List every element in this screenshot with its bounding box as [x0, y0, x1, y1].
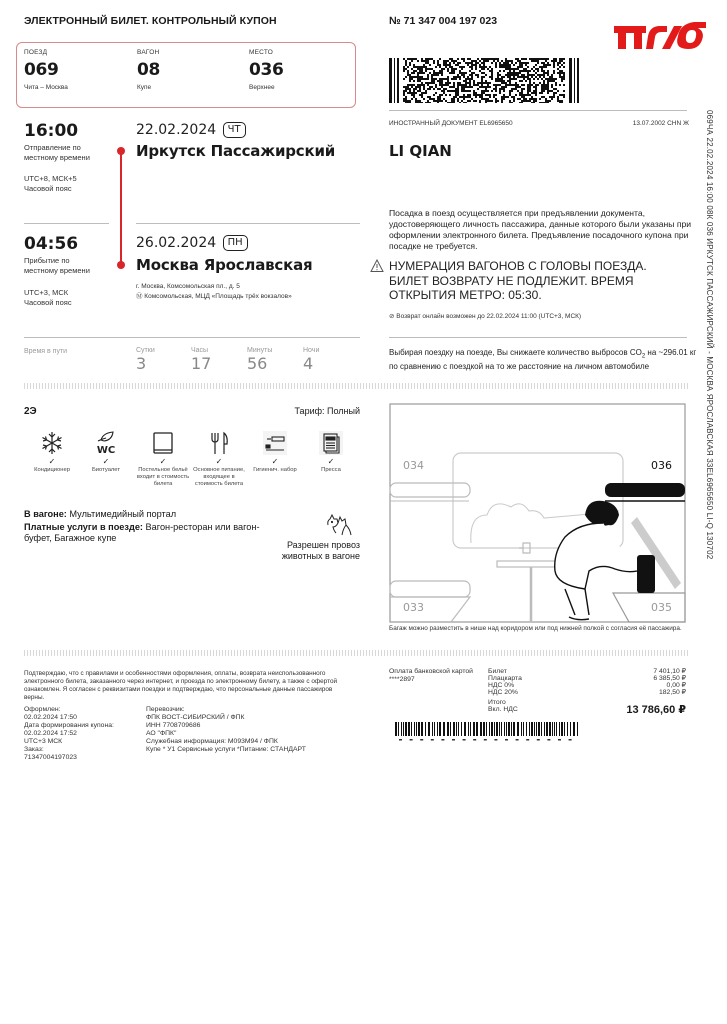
paid-services-line — [24, 522, 264, 544]
seat-label-035: 035 — [651, 601, 672, 614]
in-car-value: Мультимедийный портал — [66, 509, 177, 519]
vertical-ticket-code: 069ЧА 22.02.2024 16:00 08К 036 ИРКУТСК ПАССАЖИРСКИЙ - МОСКВА ЯРОСЛАВСКАЯ 33EL6965650 LI-Q 130702 — [705, 110, 714, 560]
car-block — [137, 49, 160, 91]
amenity-bed-linen — [135, 430, 191, 488]
seat-type: Верхнее — [249, 84, 275, 91]
route-line — [120, 151, 122, 265]
departure-time-label: Отправление по местному времени — [24, 143, 90, 162]
coupon-date: 02.02.2024 17:52 — [24, 730, 77, 737]
departure-station: Иркутск Пассажирский — [136, 142, 336, 160]
departure-dot — [117, 147, 125, 155]
arrival-dot — [117, 261, 125, 269]
in-car-services — [24, 509, 264, 544]
pets-allowed: Разрешен провоз животных в вагоне — [281, 540, 360, 561]
warning-text: НУМЕРАЦИЯ ВАГОНОВ С ГОЛОВЫ ПОЕЗДА. БИЛЕТ ВОЗВРАТУ НЕ ПОДЛЕЖИТ. ВРЕМЯ ОТКРЫТИЯ МЕТРО: 05:30. — [389, 259, 647, 302]
duration-nights — [303, 347, 319, 373]
ticket-number: № 71 347 004 197 023 — [389, 15, 498, 27]
perforation-divider — [24, 650, 688, 656]
payment-card: ****2897 — [389, 676, 415, 683]
amenity-label: Основное питание, входящее в стоимость билета — [193, 467, 245, 487]
berth-036-highlighted — [605, 483, 685, 497]
carrier-label: Перевозчик: — [146, 706, 185, 713]
bed-linen-icon — [150, 430, 176, 456]
luggage-caption: Багаж можно разместить в нише над коридором или под нижней полкой с согласия её пассажира. — [389, 625, 682, 632]
pets-icon — [324, 511, 354, 537]
document-title: ЭЛЕКТРОННЫЙ БИЛЕТ. КОНТРОЛЬНЫЙ КУПОН — [24, 15, 277, 27]
issued-label: Оформлен: — [24, 706, 61, 713]
duration-hours-label: Часы — [191, 347, 209, 354]
amenity-label: Кондиционер — [34, 467, 70, 473]
seat-block — [249, 49, 284, 91]
rzd-logo-icon — [612, 16, 708, 52]
total-price: 13 786,60 ₽ — [626, 704, 686, 716]
compartment-illustration — [389, 403, 686, 623]
check-icon: ✓ — [48, 457, 56, 466]
check-icon: ✓ — [215, 457, 223, 466]
refund-deadline: ⊘ Возврат онлайн возможен до 22.02.2024 11:00 (UTC+3, МСК) — [389, 313, 582, 320]
car-type: Купе — [137, 84, 152, 91]
linear-barcode — [395, 722, 580, 742]
price-label-ticket: Билет — [488, 668, 507, 675]
seat-label: МЕСТО — [249, 49, 273, 56]
co2-text-post: на ~296.01 кг по сравнению с поездкой на то же расстояние на личном автомобиле — [389, 348, 697, 372]
departure-date: 22.02.2024 — [136, 122, 217, 138]
price-ticket: 7 401,10 ₽ — [653, 668, 686, 675]
train-label: ПОЕЗД — [24, 49, 48, 56]
divider — [389, 337, 687, 338]
passenger-doc-line — [389, 120, 689, 127]
duration-hours — [191, 347, 211, 373]
seat-label-034: 034 — [403, 459, 424, 472]
arrival-metro: Ⓜ Комсомольская, МЦД «Площадь трёх вокзалов» — [136, 293, 292, 300]
co2-notice — [389, 348, 699, 373]
price-vat0: 0,00 ₽ — [666, 682, 686, 689]
price-vat20: 182,50 ₽ — [658, 689, 686, 696]
amenity-label: Постельное бельё входит в стоимость билета — [136, 467, 190, 487]
amenity-label: Биотуалет — [92, 467, 120, 473]
arrival-time-label: Прибытие по местному времени — [24, 256, 90, 275]
duration-nights-label: Ночи — [303, 347, 320, 354]
price-reserved: 6 385,50 ₽ — [653, 675, 686, 682]
divider — [24, 337, 360, 338]
issued-date: 02.02.2024 17:50 — [24, 714, 77, 721]
duration-label: Время в пути — [24, 348, 68, 355]
divider — [24, 223, 109, 224]
amenity-label: Гигиенич. набор — [253, 467, 297, 473]
eco-wc-icon — [93, 430, 119, 456]
divider — [389, 110, 687, 111]
check-icon: ✓ — [271, 457, 279, 466]
carrier-inn: ИНН 7708709686 — [146, 722, 201, 729]
divider — [136, 223, 360, 224]
service-class: 2Э — [24, 406, 37, 417]
duration-days-value: 3 — [136, 354, 147, 373]
duration-minutes — [247, 347, 272, 373]
suitcase — [637, 555, 655, 593]
snowflake-icon — [39, 430, 65, 456]
car-label: ВАГОН — [137, 49, 160, 56]
amenity-air-conditioning — [24, 430, 80, 474]
check-icon: ✓ — [159, 457, 167, 466]
duration-hours-value: 17 — [191, 354, 212, 373]
amenity-bio-toilet — [78, 430, 134, 474]
train-number: 069 — [24, 60, 59, 80]
arrival-station: Москва Ярославская — [136, 256, 313, 274]
paid-services-label: Платные услуги в поезде: — [24, 522, 143, 532]
warning-icon — [370, 259, 384, 273]
passenger-name: LI QIAN — [389, 142, 452, 160]
seat-label-036: 036 — [651, 459, 672, 472]
arrival-tz: UTC+3, МСК — [24, 288, 69, 297]
matrix-barcode — [389, 58, 589, 103]
cutlery-icon — [206, 430, 232, 456]
price-label-vat0: НДС 0% — [488, 682, 515, 689]
order-meta — [24, 706, 114, 762]
car-number: 08 — [137, 60, 161, 80]
arrival-dow: ПН — [223, 235, 248, 251]
train-route: Чита – Москва — [24, 84, 68, 91]
payment-values — [580, 668, 686, 696]
legal-confirmation: Подтверждаю, что с правилами и особенностями оформления, оплаты, возврата неиспользованного электронного билета, заказанного через интернет, и проезда по электронному билету, а также с офертой ознакомлен. Я согласен с реквизитами поездки и подтверждаю, что персональные данные пассажиров верны. — [24, 670, 338, 701]
amenity-label: Пресса — [321, 467, 341, 473]
departure-tz-label: Часовой пояс — [24, 184, 72, 193]
amenity-meals — [191, 430, 247, 488]
check-icon: ✓ — [102, 457, 110, 466]
perforation-divider — [24, 383, 688, 389]
newspaper-icon — [318, 430, 344, 456]
duration-nights-value: 4 — [303, 354, 314, 373]
arrival-tz-label: Часовой пояс — [24, 298, 72, 307]
carrier-company: АО "ФПК" — [146, 730, 177, 737]
paid-services-value: Вагон-ресторан или вагон-буфет, Багажное купе — [24, 522, 260, 543]
train-info-box — [16, 42, 356, 108]
co2-text-pre: Выбирая поездку на поезде, Вы снижаете количество выбросов CO — [389, 348, 642, 357]
tariff: Тариф: Полный — [294, 406, 360, 416]
co2-subscript: 2 — [641, 353, 646, 360]
departure-dow: ЧТ — [223, 122, 246, 138]
train-block — [24, 49, 68, 91]
seat-label-033: 033 — [403, 601, 424, 614]
departure-date-row — [136, 122, 246, 138]
arrival-time: 04:56 — [24, 234, 79, 254]
carrier-name: ФПК ВОСТ-СИБИРСКИЙ / ФПК — [146, 714, 245, 721]
payment-labels — [488, 668, 522, 713]
duration-days — [136, 347, 155, 373]
price-label-reserved: Плацкарта — [488, 675, 522, 682]
arrival-date-row — [136, 235, 248, 251]
service-info: Служебная информация: М093М94 / ФПК — [146, 738, 278, 745]
order-label: Заказ: — [24, 746, 44, 753]
passenger-birth-info: 13.07.2002 CHN Ж — [632, 120, 689, 127]
coupon-tz: UTC+3 МСК — [24, 738, 63, 745]
hygiene-kit-icon — [262, 430, 288, 456]
amenity-hygiene-kit — [247, 430, 303, 474]
coupon-date-label: Дата формирования купона: — [24, 722, 114, 729]
passenger-document: ИНОСТРАННЫЙ ДОКУМЕНТ EL6965650 — [389, 120, 513, 127]
duration-minutes-label: Минуты — [247, 347, 273, 354]
in-car-line — [24, 509, 264, 520]
svg-text:WC: WC — [96, 445, 116, 456]
total-sub-label: Вкл. НДС — [488, 706, 518, 713]
boarding-notice: Посадка в поезд осуществляется при предъявлении документа, удостоверяющего личность пассажира, данные которого были указаны при оформлении электронного билета. Предъявление посадочного купона при посадке не требуется. — [389, 208, 692, 251]
total-label: Итого — [488, 699, 506, 706]
arrival-date: 26.02.2024 — [136, 235, 217, 251]
amenity-press — [303, 430, 359, 474]
arrival-address: г. Москва, Комсомольская пл., д. 5 — [136, 283, 240, 290]
duration-minutes-value: 56 — [247, 354, 268, 373]
check-icon: ✓ — [327, 457, 335, 466]
price-label-vat20: НДС 20% — [488, 689, 518, 696]
service-extra: Купе * У1 Сервисные услуги *Питание: СТАНДАРТ — [146, 746, 306, 753]
order-number: 71347004197023 — [24, 754, 77, 761]
seat-number: 036 — [249, 60, 284, 80]
duration-days-label: Сутки — [136, 347, 155, 354]
carrier-meta — [146, 706, 306, 754]
departure-time: 16:00 — [24, 121, 79, 141]
payment-method-label: Оплата банковской картой — [389, 668, 473, 675]
in-car-label: В вагоне: — [24, 509, 67, 519]
payment-method — [389, 668, 473, 684]
departure-tz: UTC+8, МСК+5 — [24, 174, 77, 183]
